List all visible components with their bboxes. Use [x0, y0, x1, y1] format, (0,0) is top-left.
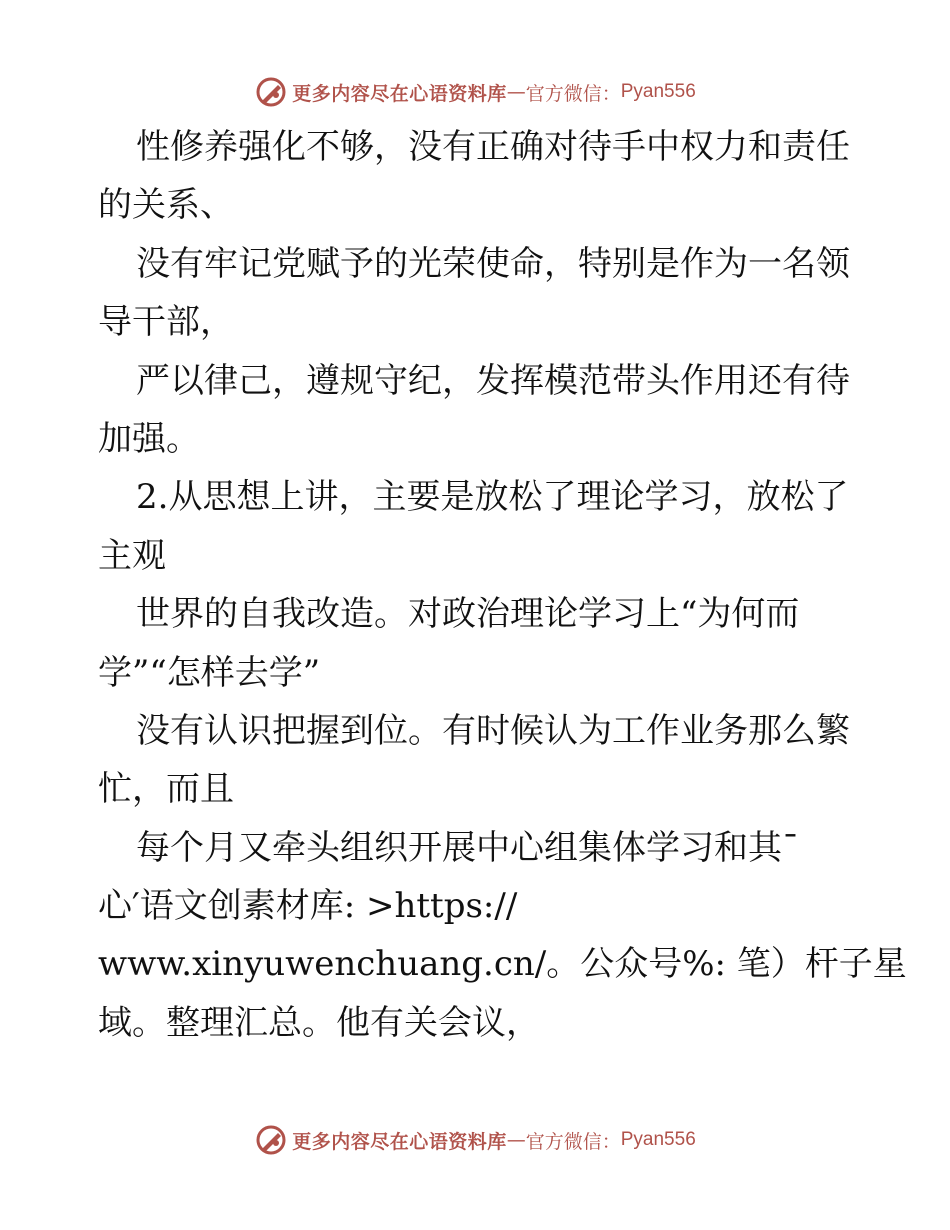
header-dash: —: [506, 81, 526, 103]
body-line: 严以律己，遵规守纪，发挥模范带头作用还有待: [136, 360, 850, 401]
body-line: 2.从思想上讲，主要是放松了理论学习，放松了: [136, 477, 849, 518]
header-banner: [0, 72, 950, 112]
body-line: 没有认识把握到位。有时候认为工作业务那么繁: [136, 710, 850, 751]
body-line: 学”“怎样去学”: [98, 652, 321, 693]
footer-wechat-id: Pyan556: [620, 1129, 696, 1150]
body-line: 没有牢记党赋予的光荣使命，特别是作为一名领: [136, 243, 850, 284]
header-brand: 更多内容尽在心语资料库: [292, 82, 507, 105]
footer-dash: —: [506, 1129, 526, 1151]
body-line: 性修养强化不够，没有正确对待手中权力和责任: [136, 127, 850, 167]
footer-brand: 更多内容尽在心语资料库: [292, 1130, 507, 1153]
body-line: 导干部，: [98, 302, 234, 343]
header-wechat-id: Pyan556: [620, 81, 696, 102]
body-line: 加强。: [98, 418, 200, 459]
body-line: 心′语文创素材库: >https://: [98, 886, 518, 927]
body-line: www.xinyuwenchuang.cn/。公众号%: 笔）杆子星: [98, 944, 907, 985]
body-line: 主观: [98, 535, 166, 576]
body-line: 每个月又牵头组织开展中心组集体学习和其¯: [136, 827, 799, 868]
body-line: 忙，而且: [98, 769, 234, 810]
pen-circle-logo-icon: [254, 75, 288, 109]
document-body: [98, 118, 907, 1052]
header-wechat-label: 官方微信：: [525, 82, 621, 105]
body-line: 的关系、: [98, 185, 234, 226]
pen-circle-logo-icon: [254, 1123, 288, 1157]
footer-banner: [0, 1120, 950, 1160]
footer-wechat-label: 官方微信：: [525, 1130, 621, 1153]
body-line: 世界的自我改造。对政治理论学习上“为何而: [136, 594, 800, 635]
body-line: 域。整理汇总。他有关会议，: [98, 1002, 540, 1043]
